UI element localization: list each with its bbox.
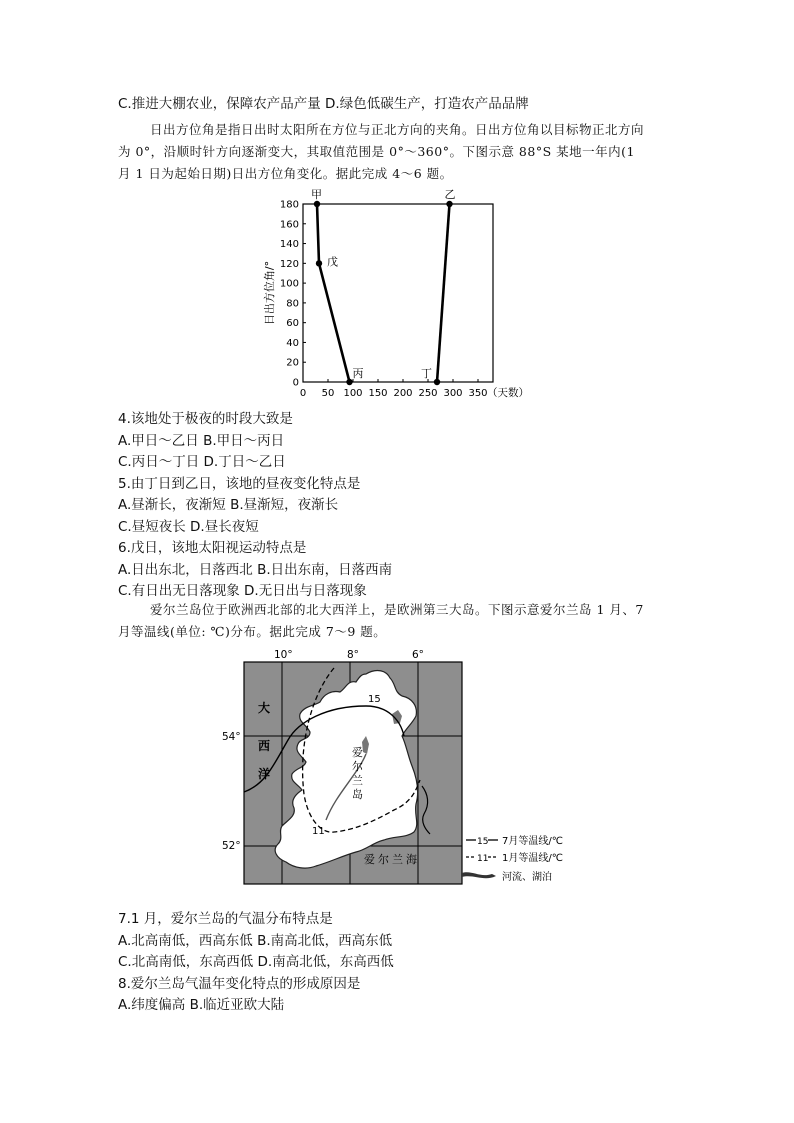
intro2-line-1: 爱尔兰岛位于欧洲西北部的北大西洋上，是欧洲第三大岛。下图示意爱尔兰岛 1 月、7 [150, 602, 644, 617]
lon-label-8: 8° [347, 649, 359, 661]
legend-july-value: 15 [477, 837, 489, 847]
legend-july-text: 7月等温线/℃ [502, 836, 563, 847]
y-tick-label: 80 [286, 298, 299, 310]
point-label: 甲 [311, 188, 322, 201]
intro2-line-2: 月等温线(单位: ℃)分布。据此完成 7～9 题。 [118, 624, 387, 639]
intro1-line-1: 日出方位角是指日出时太阳所在方位与正北方向的夹角。日出方位角以目标物正北方向 [150, 122, 645, 137]
isotherm-july-label: 15 [368, 694, 381, 705]
x-tick-label: 0 [299, 388, 307, 399]
point-label: 丙 [352, 367, 364, 380]
y-axis-label: 日出方位角/° [263, 260, 276, 326]
questions-a-line: C.昼短夜长 D.昼长夜短 [118, 518, 259, 535]
legend-river-symbol [462, 872, 496, 878]
questions-b-line: 7.1 月，爱尔兰岛的气温分布特点是 [118, 911, 333, 927]
ocean-label-char: 大 [258, 701, 271, 715]
questions-b-line: 8.爱尔兰岛气温年变化特点的形成原因是 [118, 975, 361, 992]
ireland-isotherm-map [216, 644, 586, 889]
island-label-char: 爱 [352, 746, 363, 759]
plot-frame [303, 204, 493, 382]
questions-a-line: A.昼渐长，夜渐短 B.昼渐短，夜渐长 [118, 497, 339, 513]
intro1-line-3: 月 1 日为起始日期)日出方位角变化。据此完成 4～6 题。 [118, 166, 453, 181]
x-tick-label: 50 [321, 388, 335, 399]
data-point [446, 201, 452, 207]
ocean-label-char: 西 [258, 739, 271, 753]
y-tick-label: 180 [279, 199, 299, 211]
x-axis-label: （天数） [487, 387, 529, 399]
lon-label-10: 10° [274, 649, 293, 661]
x-tick-label: 350 [468, 388, 488, 399]
isotherm-jan-label: 11 [312, 826, 325, 837]
questions-a-line: 4.该地处于极夜的时段大致是 [118, 411, 293, 427]
y-tick-label: 0 [292, 377, 299, 389]
data-point [434, 379, 440, 385]
island-label-char: 尔 [352, 760, 363, 773]
lat-label-52: 52° [222, 840, 241, 852]
y-tick-label: 100 [279, 278, 299, 290]
x-tick-label: 200 [393, 388, 413, 399]
lat-label-54: 54° [222, 731, 241, 743]
questions-a-line: C.丙日～丁日 D.丁日～乙日 [118, 454, 286, 470]
point-label: 乙 [444, 188, 456, 201]
questions-a-line: A.甲日～乙日 B.甲日～丙日 [118, 432, 285, 449]
questions-b-line: A.纬度偏高 B.临近亚欧大陆 [118, 997, 285, 1013]
y-tick-label: 40 [286, 337, 299, 349]
island-label-char: 兰 [352, 774, 363, 787]
x-tick-label: 100 [343, 388, 363, 399]
point-label: 戊 [327, 255, 338, 269]
intro1-line-2: 为 0°，沿顺时针方向逐渐变大，其取值范围是 0°～360°。下图示意 88°S 某地一年内(1 [118, 144, 635, 159]
questions-a-line: 5.由丁日到乙日，该地的昼夜变化特点是 [118, 475, 361, 492]
sea-label: 爱尔兰海 [364, 853, 420, 866]
legend-jan-value: 11 [477, 854, 489, 864]
point-label: 丁 [421, 367, 432, 380]
series-line [317, 204, 350, 382]
sunrise-azimuth-chart [255, 182, 535, 404]
series-line [437, 204, 450, 382]
y-tick-label: 160 [279, 219, 299, 231]
y-tick-label: 20 [286, 357, 299, 369]
y-tick-label: 140 [279, 239, 299, 251]
x-tick-label: 250 [418, 388, 438, 399]
data-point [316, 260, 322, 266]
y-tick-label: 60 [286, 318, 299, 330]
lon-label-6: 6° [412, 649, 424, 661]
questions-a-line: C.有日出无日落现象 D.无日出与日落现象 [118, 583, 367, 599]
x-tick-label: 300 [443, 388, 463, 399]
questions-a-line: 6.戊日，该地太阳视运动特点是 [118, 540, 307, 556]
ocean-label-char: 洋 [258, 767, 271, 781]
legend-jan-text: 1月等温线/℃ [502, 853, 563, 864]
island-label-char: 岛 [352, 788, 363, 801]
questions-a-line: A.日出东北，日落西北 B.日出东南，日落西南 [118, 561, 393, 578]
questions-b-line: A.北高南低，西高东低 B.南高北低，西高东低 [118, 932, 393, 949]
x-tick-label: 150 [368, 388, 388, 399]
data-point [314, 201, 320, 207]
legend-river-text: 河流、湖泊 [502, 872, 552, 883]
previous-question-options: C.推进大棚农业，保障农产品产量 D.绿色低碳生产，打造农产品品牌 [118, 96, 529, 112]
questions-b-line: C.北高南低，东高西低 D.南高北低，东高西低 [118, 954, 394, 970]
y-tick-label: 120 [279, 258, 299, 270]
